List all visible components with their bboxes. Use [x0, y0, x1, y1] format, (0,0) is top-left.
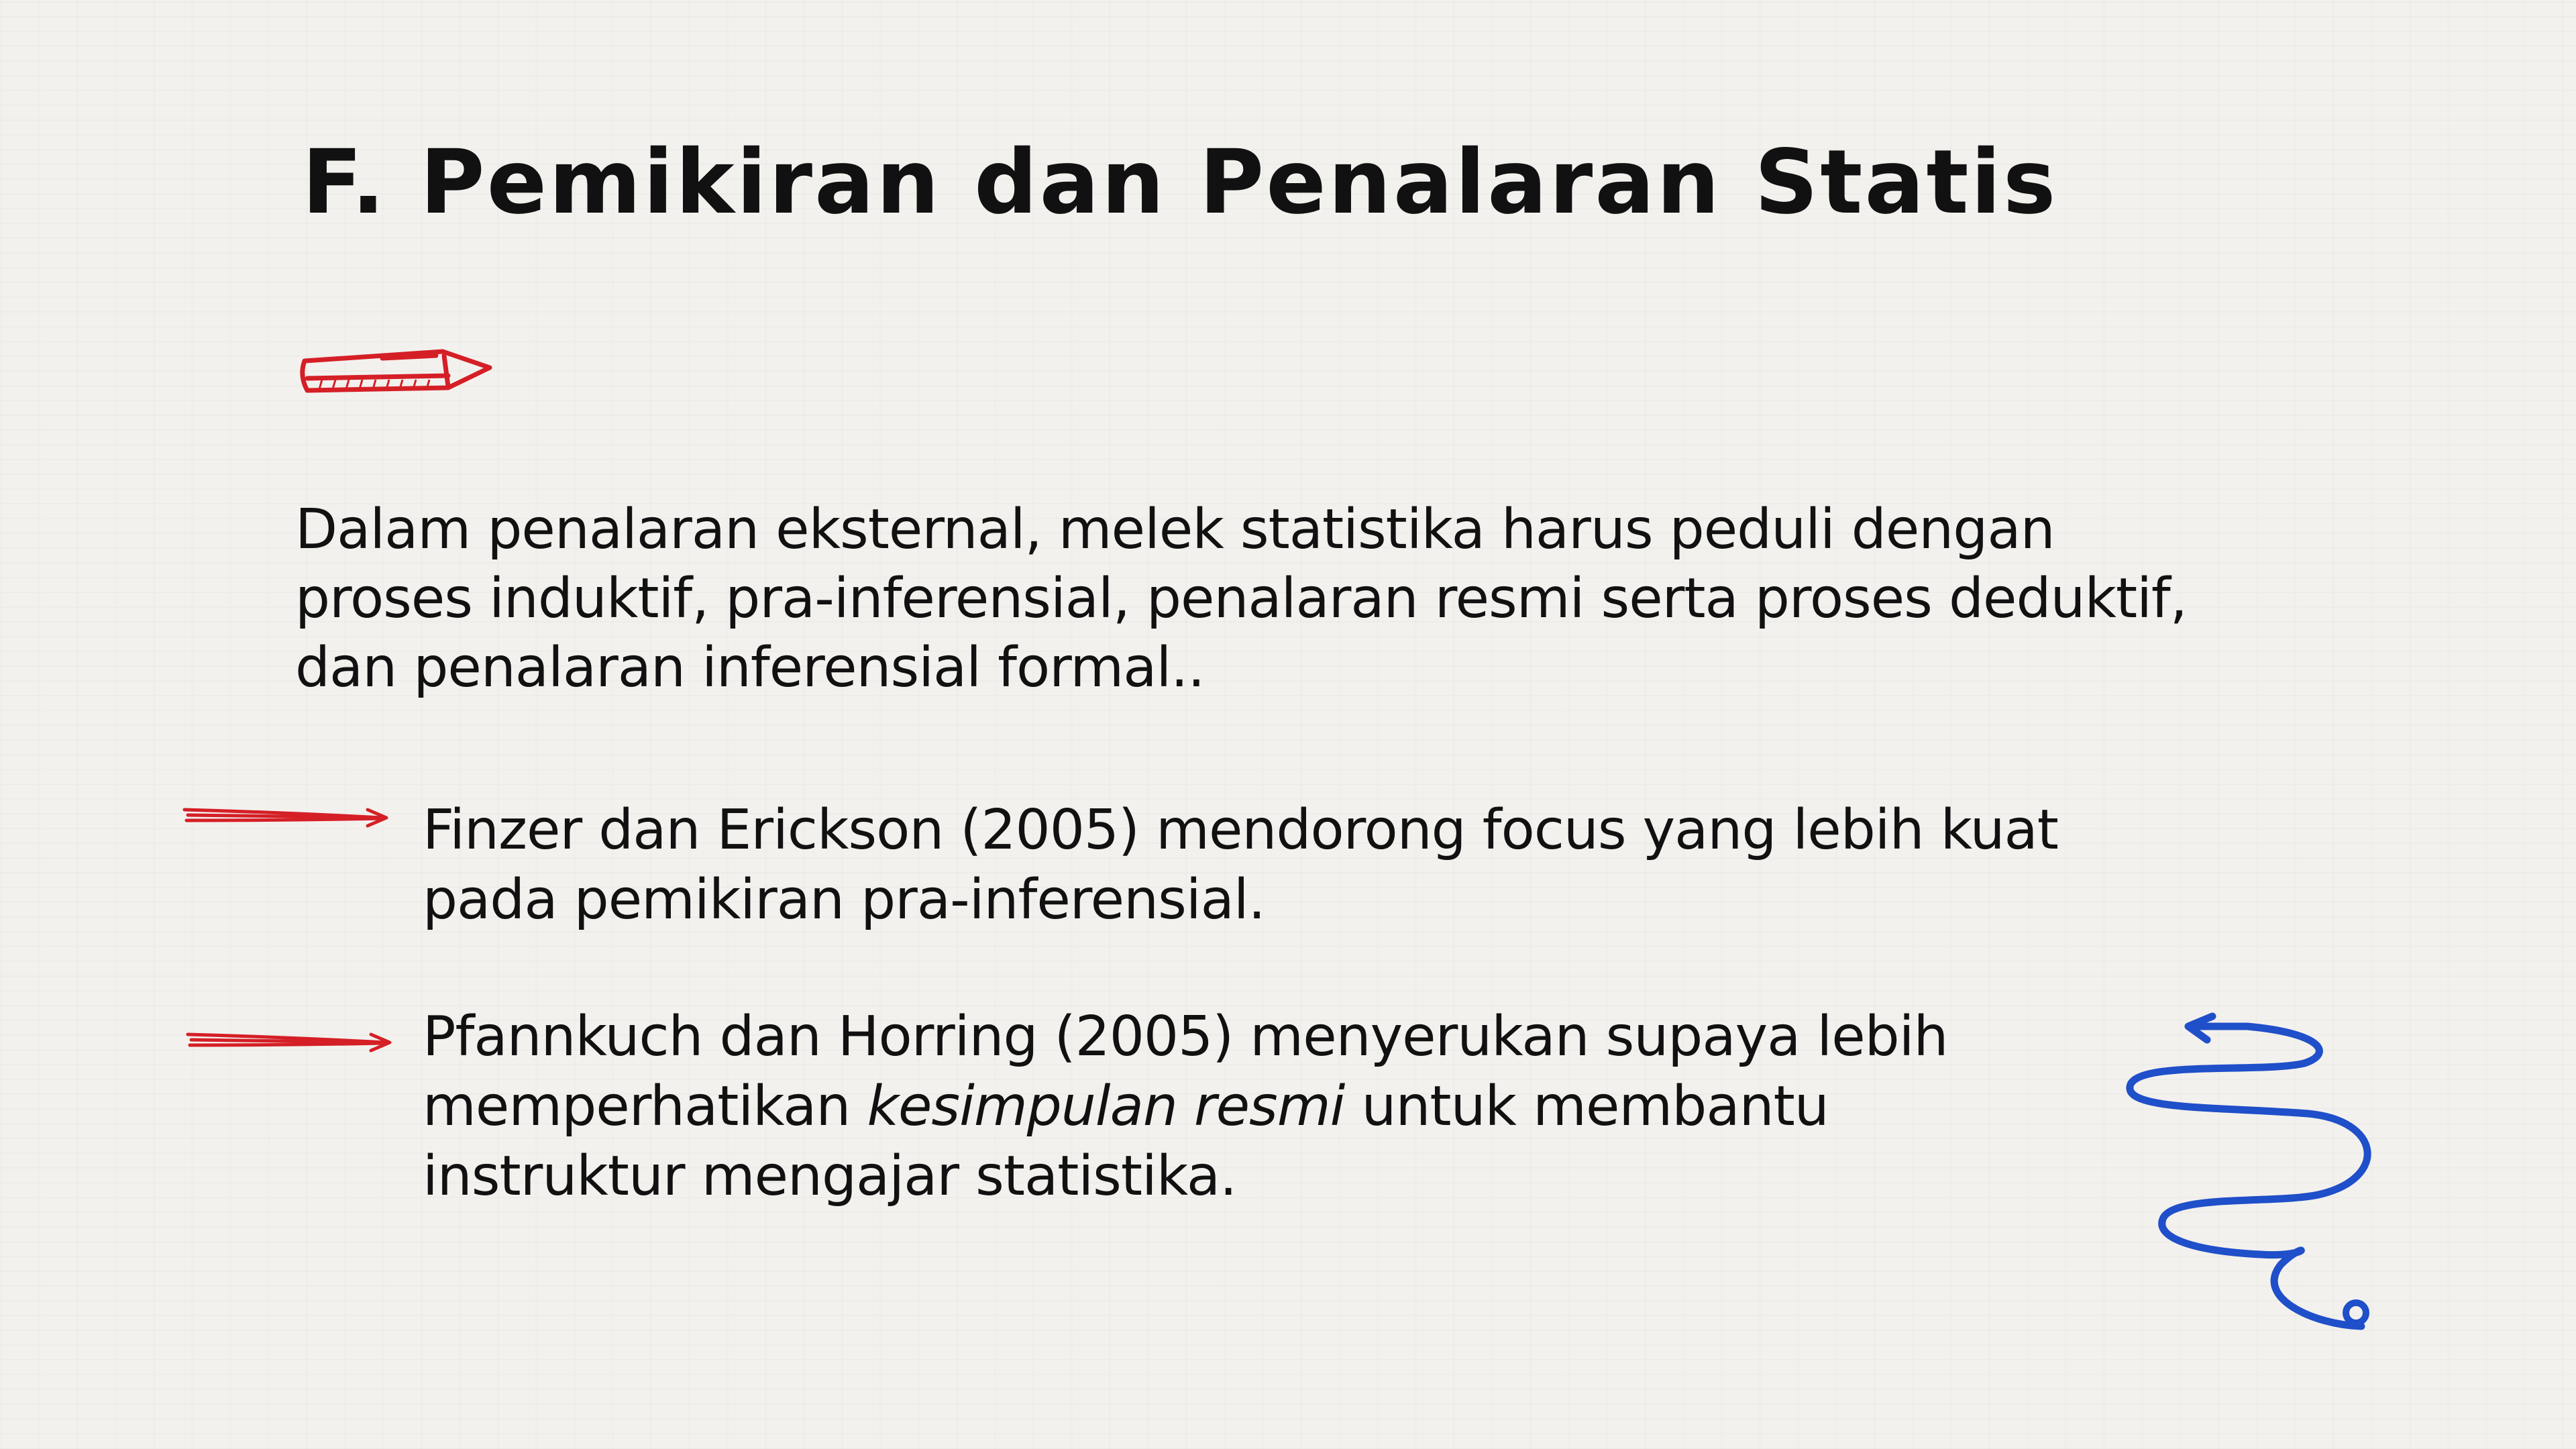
bullet-text: Finzer dan Erickson (2005) mendorong focus yang lebih kuat pada pemikiran pra-inferensial. [423, 798, 2058, 932]
red-arrow-icon [184, 1026, 399, 1060]
bullet-text-italic: kesimpulan resmi [867, 1075, 1345, 1138]
bullet-item [423, 1002, 2100, 1212]
bullet-item [423, 796, 2100, 935]
pencil-icon [295, 335, 496, 402]
blue-squiggle-arrow-icon [2113, 1010, 2408, 1332]
bullet-text-end: untuk membantu instruktur mengajar statistika. [423, 1075, 1829, 1208]
slide-title: F. Pemikiran dan Penalaran Statis [302, 131, 2058, 234]
red-arrow-icon [181, 802, 396, 835]
intro-paragraph: Dalam penalaran eksternal, melek statistika harus peduli dengan proses induktif, pra-inferensial, penalaran resmi serta proses deduktif, dan penalaran inferensial formal.. [295, 498, 2187, 700]
bullet-text-start: Pfannkuch dan Horring (2005) menyerukan supaya lebih memperhatikan [423, 1005, 1948, 1138]
